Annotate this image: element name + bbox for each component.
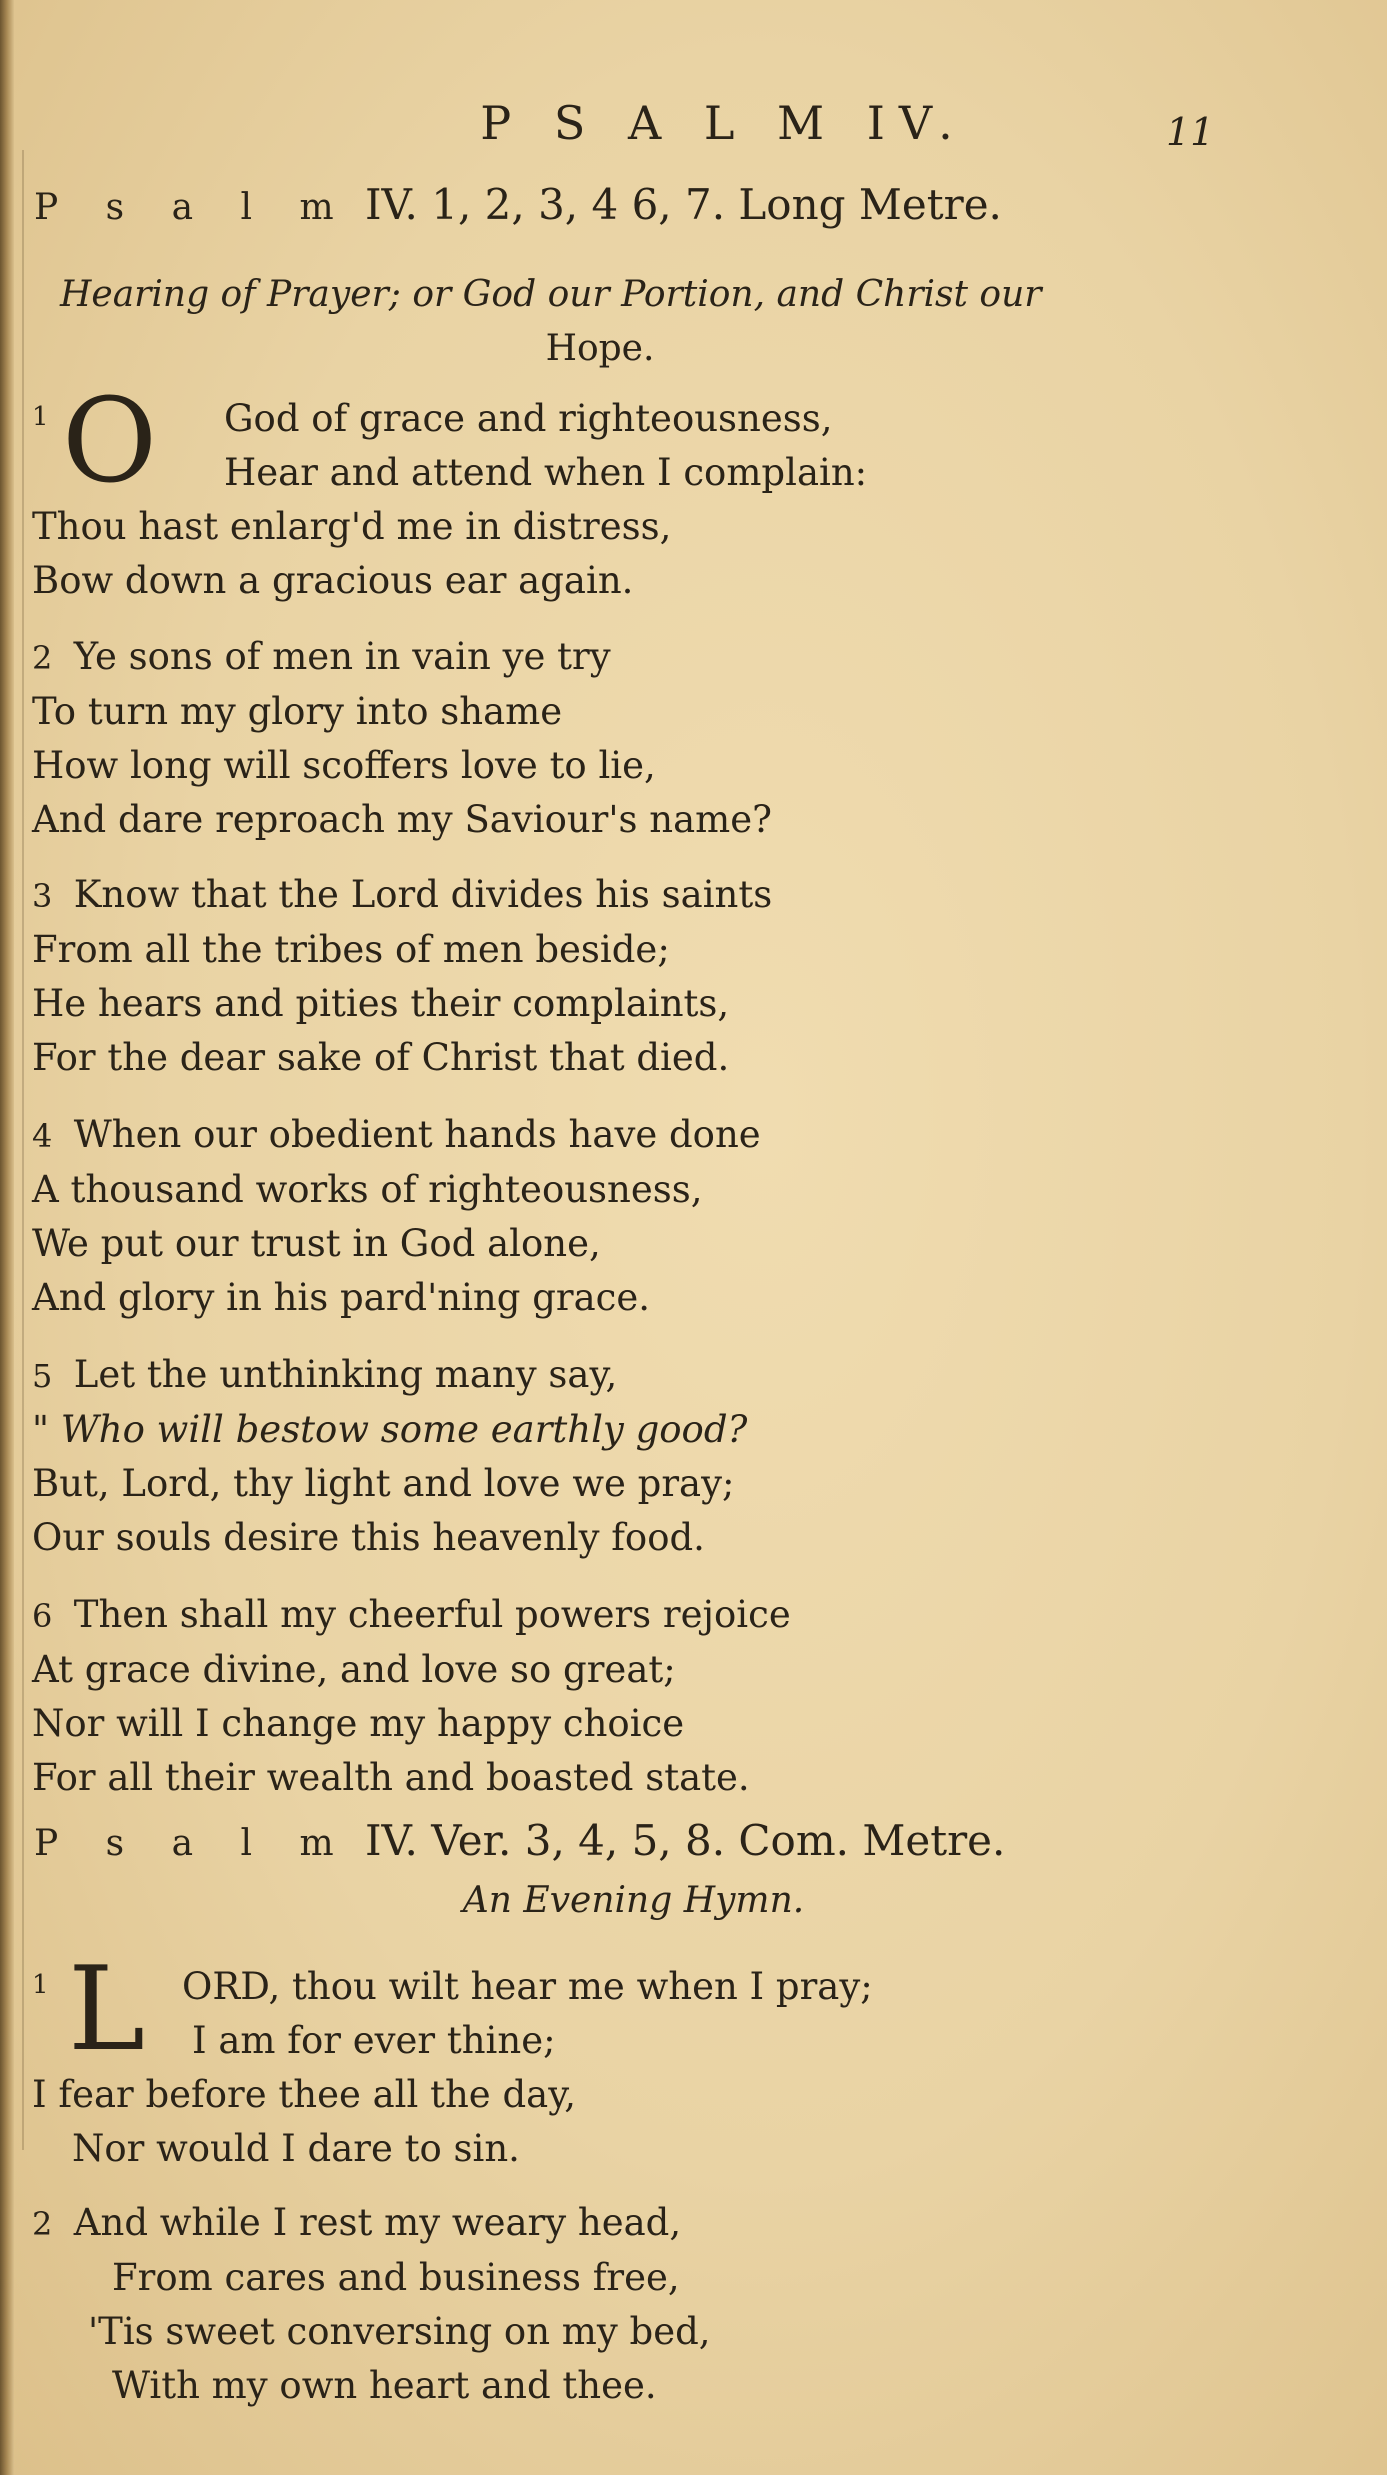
- verse-line: Know that the Lord divides his saints: [73, 873, 773, 916]
- verse-line: Ye sons of men in vain ye try: [73, 635, 611, 678]
- running-title: P S A L M IV.: [480, 96, 967, 150]
- verse-line: 'Tis sweet conversing on my bed,: [88, 2310, 711, 2353]
- verse-line: Nor will I change my happy choice: [32, 1702, 685, 1745]
- stanza-number: 2: [32, 2205, 53, 2243]
- stanza-number: 2: [32, 639, 53, 677]
- verse-line: And while I rest my weary head,: [73, 2201, 682, 2244]
- verse-line: For the dear sake of Christ that died.: [32, 1036, 730, 1079]
- verse-line: I fear before thee all the day,: [32, 2073, 576, 2116]
- verse-line: Hear and attend when I complain:: [224, 451, 868, 494]
- stanza-2: [32, 630, 1332, 847]
- psalm-label: P s a l m: [34, 1823, 352, 1864]
- verse-line: How long will scoffers love to lie,: [32, 744, 656, 787]
- stanza-number: 3: [32, 877, 53, 915]
- stanza-1: [32, 374, 1332, 608]
- verse-line: A thousand works of righteousness,: [32, 1168, 703, 1211]
- verse-line: God of grace and righteousness,: [224, 397, 833, 440]
- verse-line: Bow down a gracious ear again.: [32, 559, 634, 602]
- verse-line: Our souls desire this heavenly food.: [32, 1516, 705, 1559]
- hymn-stanza-1: [32, 1942, 1332, 2176]
- page-gutter: [0, 0, 14, 2475]
- verse-line: Let the unthinking many say,: [73, 1353, 618, 1396]
- psalm-heading-common-metre: [34, 1816, 1364, 1865]
- verse-line: We put our trust in God alone,: [32, 1222, 601, 1265]
- stanza-5: [32, 1348, 1332, 1565]
- stanza-4: [32, 1108, 1332, 1325]
- stanza-number: 4: [32, 1117, 53, 1155]
- verse-line: And glory in his pard'ning grace.: [32, 1276, 651, 1319]
- hymn-subtitle: An Evening Hymn.: [462, 1880, 805, 1921]
- subtitle-line: Hearing of Prayer; or God our Portion, and Christ our: [60, 274, 1042, 315]
- verse-line: I am for ever thine;: [192, 2019, 556, 2062]
- verse-line: Then shall my cheerful powers rejoice: [73, 1593, 791, 1636]
- psalm-heading-rest: IV. 1, 2, 3, 4 6, 7. Long Metre.: [364, 180, 1002, 229]
- dropcap-letter: L: [68, 1942, 146, 2077]
- page-number: 11: [1166, 110, 1215, 154]
- psalm-heading-long-metre: [34, 180, 1364, 229]
- gutter-shadow: [22, 150, 24, 2150]
- verse-line: He hears and pities their complaints,: [32, 982, 730, 1025]
- verse-line: From all the tribes of men beside;: [32, 928, 670, 971]
- subtitle-line: Hope.: [545, 328, 655, 369]
- verse-line: For all their wealth and boasted state.: [32, 1756, 750, 1799]
- stanza-number: 1: [32, 1970, 49, 2000]
- verse-line: Thou hast enlarg'd me in distress,: [32, 505, 672, 548]
- psalm-heading-rest: IV. Ver. 3, 4, 5, 8. Com. Metre.: [364, 1816, 1006, 1865]
- stanza-number: 5: [32, 1357, 53, 1395]
- verse-line: When our obedient hands have done: [73, 1113, 761, 1156]
- dropcap-row: [32, 1942, 1332, 2077]
- verse-line: Nor would I dare to sin.: [72, 2127, 520, 2170]
- dropcap-row: [32, 374, 1332, 509]
- psalm-label: P s a l m: [34, 187, 352, 228]
- verse-line: From cares and business free,: [112, 2256, 680, 2299]
- stanza-number: 1: [32, 402, 49, 432]
- verse-line: ORD, thou wilt hear me when I pray;: [182, 1965, 873, 2008]
- verse-line: To turn my glory into shame: [32, 690, 563, 733]
- dropcap-letter: O: [62, 374, 158, 509]
- verse-line: With my own heart and thee.: [112, 2364, 657, 2407]
- stanza-6: [32, 1588, 1332, 1805]
- psalm-subtitle: [60, 268, 1340, 376]
- verse-line: But, Lord, thy light and love we pray;: [32, 1462, 735, 1505]
- verse-line: " Who will bestow some earthly good?: [32, 1408, 748, 1451]
- hymn-stanza-2: [32, 2196, 1332, 2413]
- verse-line: And dare reproach my Saviour's name?: [32, 798, 772, 841]
- stanza-3: [32, 868, 1332, 1085]
- stanza-number: 6: [32, 1597, 53, 1635]
- verse-line: At grace divine, and love so great;: [32, 1648, 676, 1691]
